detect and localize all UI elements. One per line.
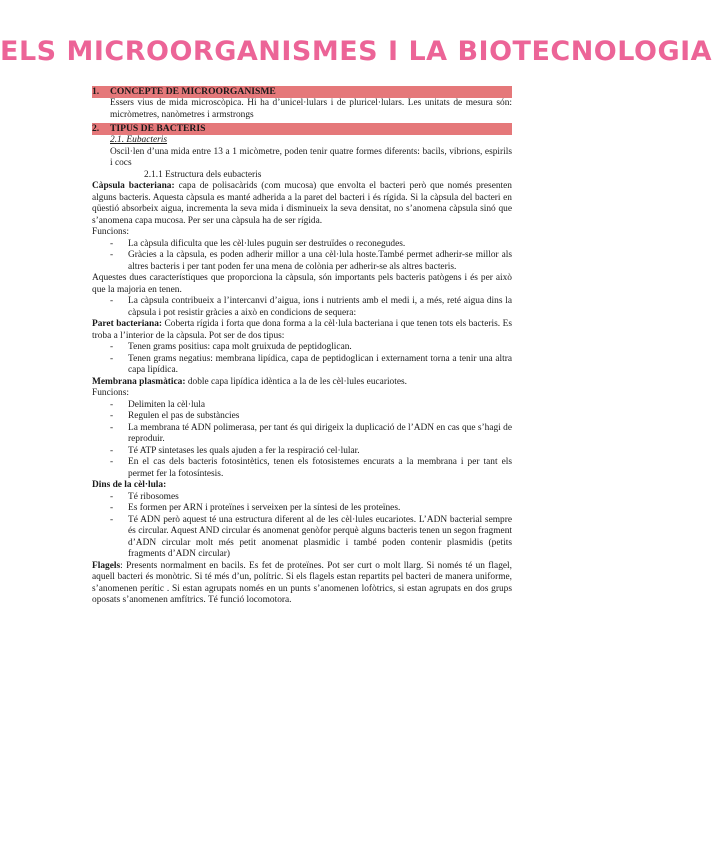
list-membrana-funcions [92, 400, 512, 481]
funcions-label: Funcions: [92, 388, 129, 398]
list-capsula-extra [92, 296, 512, 319]
section-number: 1. [92, 86, 100, 97]
list-dins-cellula [92, 492, 512, 561]
list-item: - Es formen per ARN i proteïnes i serveixen per la síntesi de les proteïnes. [110, 503, 401, 513]
list-item: - Tenen grams positius: capa molt gruixuda de peptidoglican. [110, 342, 352, 352]
section-heading-label: TIPUS DE BACTERIS [110, 123, 206, 134]
list-item: - Té ATP sintetases les quals ajuden a fer la respiració cel·lular. [110, 445, 360, 456]
flagels-lead: Flagels [92, 560, 121, 571]
section-heading-2 [92, 123, 512, 135]
capsula-lead: Càpsula bacteriana: [92, 181, 175, 191]
section-heading-1 [92, 86, 512, 98]
aquestes-paragraph: Aquestes dues característiques que proporciona la càpsula, són importants pels bacteris patògens i és per això que la majoria en tenen. [92, 273, 512, 295]
list-paret-tipus [92, 342, 512, 377]
page-title: ELS MICROORGANISMES I LA BIOTECNOLOGIA [0, 36, 712, 67]
list-item: - Tenen grams negatius: membrana lipídica, capa de peptidoglican i externament torna a tenir una altra capa lipídica. [110, 353, 512, 375]
flagels-text: : Presents normalment en bacils. Es fet de proteïnes. Pot ser curt o molt llarg. Si només té un flagel, aquell bacteri és monòtric. Si té més d’un, polítric. Si els flagels estan repartits pel bacteri de manera uniforme, s’anomenen perític . Si estan agrupats només en un punts s’anomenen lofòtrics, si estan agrupats en dos grups oposats s’anomenen amfítrics. Té funció locomotora. [92, 560, 512, 605]
subsubsection-heading: 2.1.1 Estructura dels eubacteris [144, 169, 262, 180]
dins-heading: Dins de la cèl·lula: [92, 480, 167, 490]
list-item: - La càpsula contribueix a l’intercanvi d’aigua, ions i nutrients amb el medi i, a més, reté aigua dins la càpsula i pot resistir gràcies a això en condicions de sequera: [110, 296, 512, 318]
capsula-paragraph [92, 181, 512, 227]
paret-paragraph [92, 319, 512, 342]
list-item: - Delimiten la cèl·lula [110, 399, 206, 410]
section-1-text: Éssers vius de mida microscòpica. Hi ha d’unicel·lulars i de pluricel·lulars. Les unitats de mesura són: micròmetres, nanòmetres i armstrongs [110, 98, 512, 120]
list-item: - En el cas dels bacteris fotosintètics, tenen els fotosistemes encurats a la membrana i per tant els permet fer la fotosíntesis. [110, 457, 512, 479]
membrana-paragraph [92, 377, 512, 389]
list-capsula-funcions [92, 239, 512, 274]
subsection-heading: 2.1. Eubacteris [110, 135, 168, 145]
capsula-text: capa de polisacàrids (com mucosa) que envolta el bacteri però que només presenten alguns bacteris. Aquesta càpsula es manté adherida a la paret del bacteri i és rígida. Si la càpsula del bacteri en qüestió absorbeix aigua, incrementa la seva mida i disminueix la seva densitat, no s’anomena càpsula sinó que s’anomena capa mucosa. Per ser una càpsula ha de ser rígida. [92, 181, 512, 226]
section-number: 2. [92, 123, 100, 134]
membrana-lead: Membrana plasmàtica: [92, 376, 186, 387]
funcions-label: Funcions: [92, 227, 129, 237]
flagels-paragraph [92, 561, 512, 607]
intro-paragraph: Oscil·len d’una mida entre 13 a 1 micòmetre, poden tenir quatre formes diferents: bacils, vibrions, espirils i cocs [110, 146, 512, 168]
list-item: - Regulen el pas de substàncies [110, 411, 240, 421]
list-item: - La membrana té ADN polimerasa, per tant és qui dirigeix la duplicació de l’ADN en cas que s’hagi de reproduir. [110, 422, 512, 444]
paret-text: Coberta rígida i forta que dona forma a la cèl·lula bacteriana i que tenen tots els bacteris. Es troba a l’interior de la càpsula. Pot ser de dos tipus: [92, 319, 513, 341]
section-heading-label: CONCEPTE DE MICROORGANISME [110, 86, 276, 97]
membrana-text: doble capa lipídica idèntica a la de les cèl·lules eucariotes. [185, 376, 407, 387]
list-item: - Té ribosomes [110, 491, 179, 502]
list-item: - La càpsula dificulta que les cèl·lules puguin ser destruïdes o reconegudes. [110, 238, 406, 249]
list-item: - Gràcies a la càpsula, es poden adherir millor a una cèl·lula hoste.També permet adherir-se millor als altres bacteris i per tant poden fer una mena de colònia per adherir-se als altres bacteris. [110, 250, 512, 272]
paret-lead: Paret bacteriana: [92, 319, 163, 329]
list-item: - Té ADN però aquest té una estructura diferent al de les cèl·lules eucariotes. L’ADN bacterial sempre és circular. Aquest AND circular és anomenat genòfor perquè alguns bacteris tenen un segon fragment d’ADN circular molt més petit anomenat plasmidic i també poden contenir plasmidis (petits fragments d’ADN circular) [110, 514, 512, 559]
document-body [92, 84, 512, 607]
